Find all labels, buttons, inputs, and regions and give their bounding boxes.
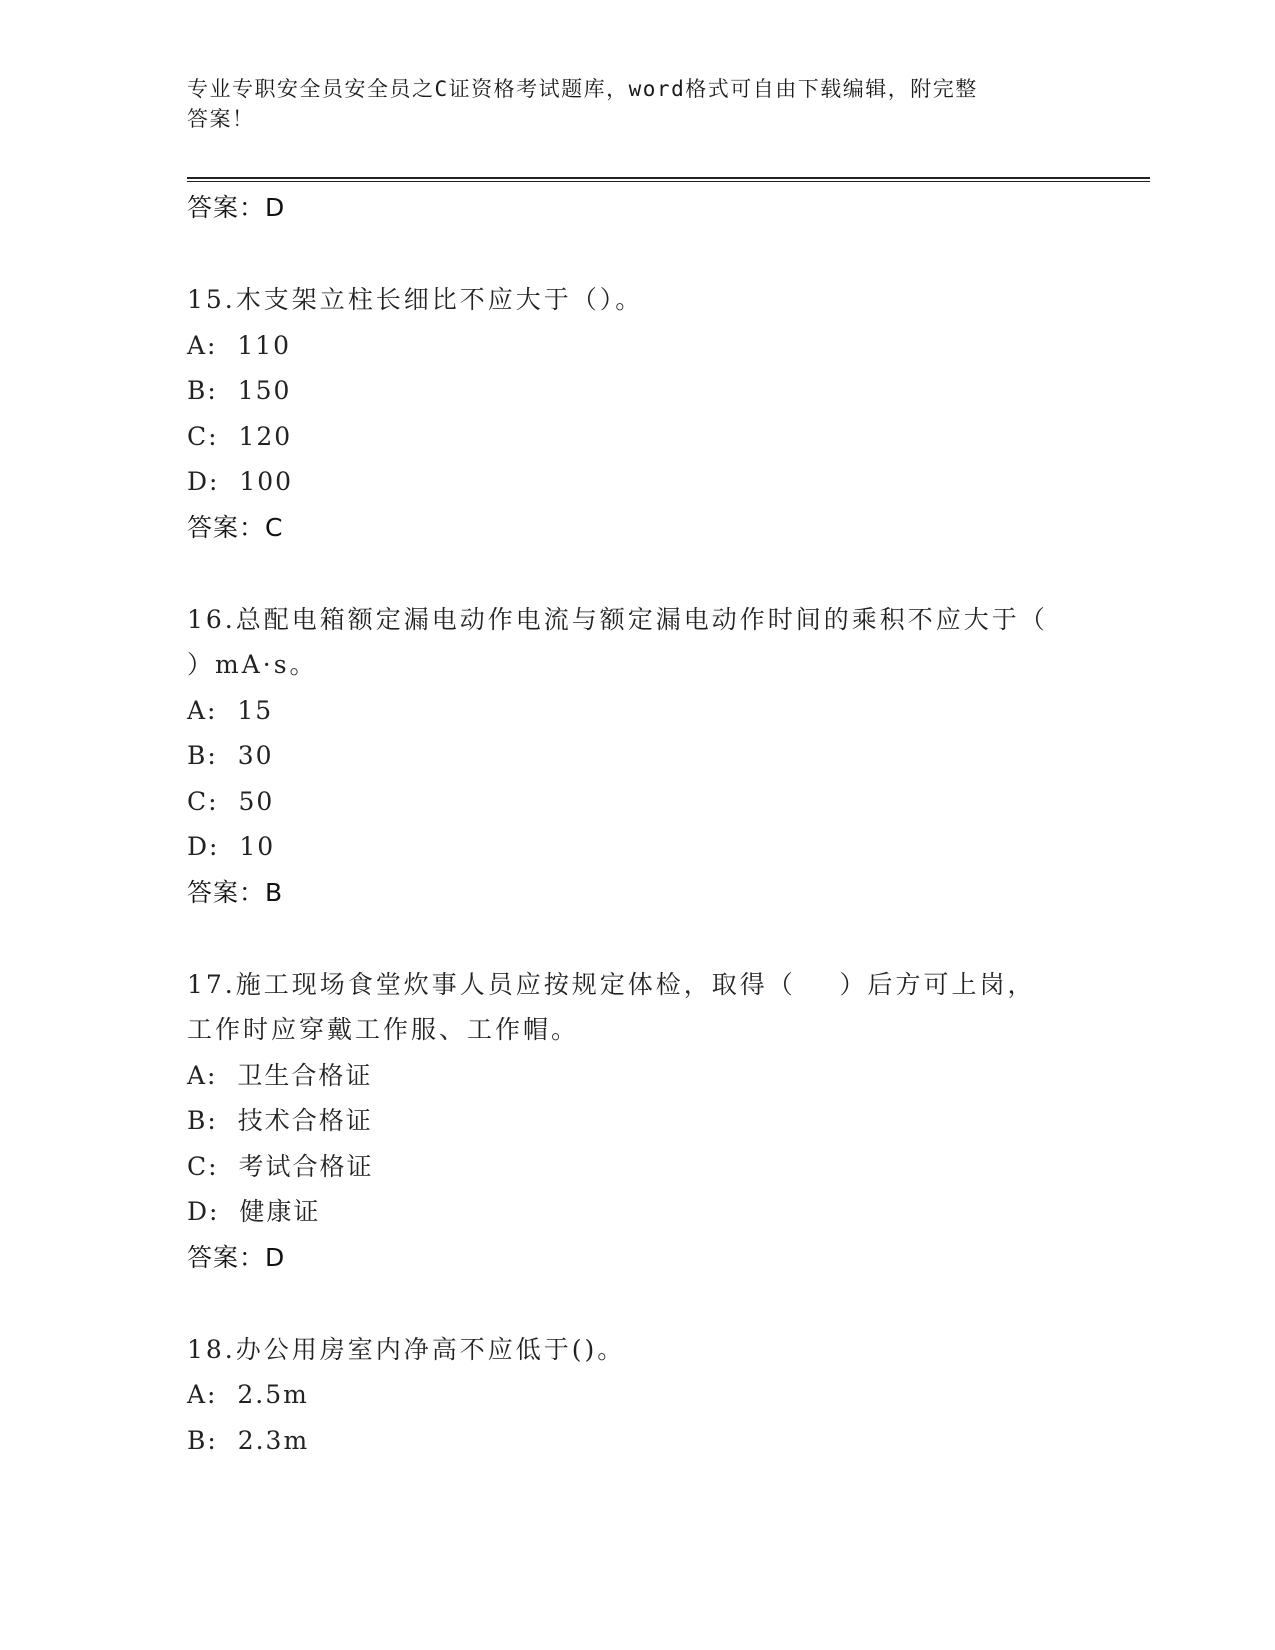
option-c: C: 50 xyxy=(187,786,275,816)
question-block xyxy=(187,277,1087,550)
question-text: 18.办公用房室内净高不应低于()。 xyxy=(187,1334,626,1364)
page-header xyxy=(187,74,1067,134)
header-line-1: 专业专职安全员安全员之C证资格考试题库，word格式可自由下载编辑，附完整 xyxy=(187,77,978,101)
question-block xyxy=(187,962,1087,1280)
answer-line: 答案：B xyxy=(187,877,284,907)
answer-line: 答案：D xyxy=(187,1242,286,1272)
answer-line: 答案：D xyxy=(187,193,286,222)
answer-line: 答案：C xyxy=(187,512,284,542)
question-text-cont: ）mA·s。 xyxy=(187,650,318,679)
option-d: D: 100 xyxy=(187,467,294,496)
question-block xyxy=(187,1327,1087,1464)
option-b: B: 2.3m xyxy=(187,1425,310,1455)
option-c: C: 考试合格证 xyxy=(187,1151,374,1181)
option-c: C: 120 xyxy=(187,421,293,451)
header-line-2: 答案！ xyxy=(187,107,255,131)
question-text-cont: 工作时应穿戴工作服、工作帽。 xyxy=(187,1015,580,1044)
option-a: A: 卫生合格证 xyxy=(187,1060,373,1090)
option-a: A: 2.5m xyxy=(187,1380,309,1409)
option-a: A: 15 xyxy=(187,695,274,725)
option-b: B: 30 xyxy=(187,741,274,770)
question-text: 15.木支架立柱长细比不应大于（）。 xyxy=(187,285,644,314)
question-text: 17.施工现场食堂炊事人员应按规定体检，取得（ ）后方可上岗， xyxy=(187,969,1036,999)
question-text: 16.总配电箱额定漏电动作电流与额定漏电动作时间的乘积不应大于（ xyxy=(187,604,1048,634)
option-b: B: 150 xyxy=(187,376,292,405)
option-b: B: 技术合格证 xyxy=(187,1106,373,1135)
option-d: D: 健康证 xyxy=(187,1197,321,1226)
question-list xyxy=(187,185,1087,1463)
option-a: A: 110 xyxy=(187,330,292,360)
header-divider xyxy=(187,177,1150,182)
option-d: D: 10 xyxy=(187,832,276,861)
question-block xyxy=(187,597,1087,915)
